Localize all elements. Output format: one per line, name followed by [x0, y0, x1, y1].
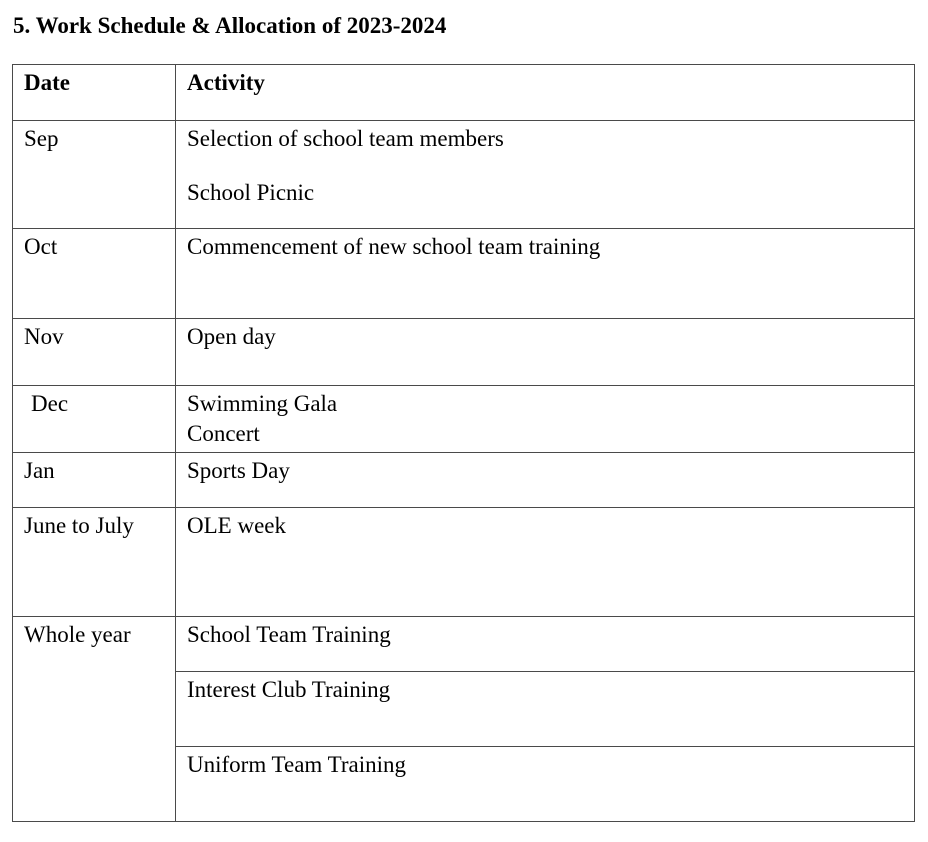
table-row [13, 319, 915, 386]
activity-item: Selection of school team members [187, 126, 504, 151]
activity-cell [176, 229, 915, 319]
date-cell: Sep [13, 121, 176, 229]
activity-cell [176, 747, 915, 822]
header-activity: Activity [176, 65, 915, 121]
activity-item: Open day [187, 324, 276, 349]
date-cell: Nov [13, 319, 176, 386]
activity-item: Swimming Gala [187, 391, 338, 416]
date-text: Dec [31, 391, 69, 416]
activity-item: Interest Club Training [187, 677, 391, 702]
activity-item: Commencement of new school team training [187, 234, 601, 259]
activity-item: OLE week [187, 513, 286, 538]
date-cell: Jan [13, 453, 176, 508]
table-row [13, 386, 915, 453]
activity-cell [176, 386, 915, 453]
date-cell: Oct [13, 229, 176, 319]
header-date: Date [13, 65, 176, 121]
activity-cell [176, 121, 915, 229]
activity-cell [176, 672, 915, 747]
table-row [13, 121, 915, 229]
activity-cell [176, 453, 915, 508]
table-header-row [13, 65, 915, 121]
table-row [13, 508, 915, 617]
activity-cell [176, 617, 915, 672]
table-row [13, 617, 915, 672]
activity-cell [176, 508, 915, 617]
activity-item: Uniform Team Training [187, 752, 407, 777]
table-row [13, 453, 915, 508]
activity-item: Concert [187, 421, 260, 446]
date-cell: Whole year [13, 617, 176, 822]
activity-item: School Picnic [187, 180, 315, 205]
activity-item: School Team Training [187, 622, 391, 647]
activity-item: Sports Day [187, 458, 290, 483]
work-schedule-table [12, 64, 915, 822]
activity-cell [176, 319, 915, 386]
table-row [13, 229, 915, 319]
document-heading: 5. Work Schedule & Allocation of 2023-2024 [13, 13, 447, 38]
date-cell: June to July [13, 508, 176, 617]
date-cell [13, 386, 176, 453]
